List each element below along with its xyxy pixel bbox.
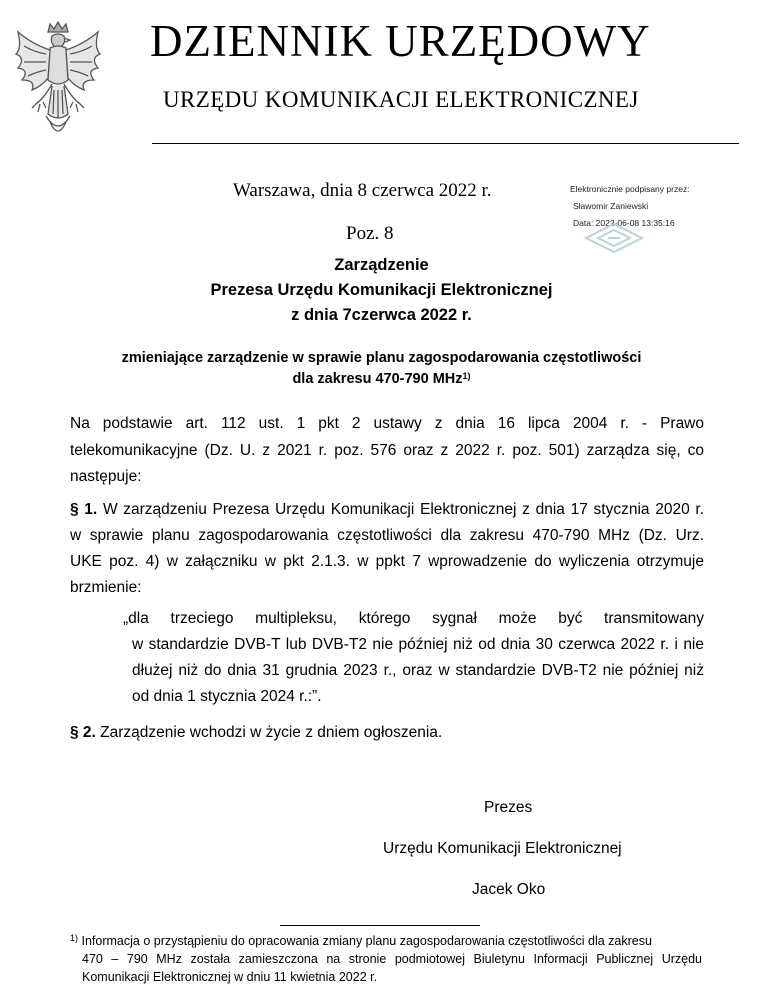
footnote-divider [280,925,480,926]
quote-line: w standardzie DVB-T lub DVB-T2 nie później niż od dnia 30 czerwca 2022 r. i nie [132,636,704,653]
section-2 [70,722,442,744]
position-number: Poz. 8 [346,223,394,244]
signature-stamp-icon [584,222,644,254]
section-1-line: w sprawie planu zagospodarowania częstotliwości dla zakresu 470-790 MHz (Dz. Urz. [70,527,704,544]
signature-signer: Sławomir Zaniewski [573,201,649,211]
footnote-marker: 1) [70,933,79,943]
document-type: Zarządzenie [334,256,429,274]
signatory-role: Prezes [484,799,533,816]
signature-label: Elektronicznie podpisany przez: [570,184,690,194]
footnote-line: 470 – 790 MHz została zamieszczona na stronie podmiotowej Biuletynu Informacji Publicznej Urzędu [82,952,702,966]
document-subject: zmieniające zarządzenie w sprawie planu zagospodarowania częstotliwości [121,350,642,366]
quote-line: dłużej niż do dnia 31 grudnia 2023 r., oraz w standardzie DVB-T2 nie później niż [132,662,704,679]
document-date: z dnia 7czerwca 2022 r. [291,306,472,324]
place-date: Warszawa, dnia 8 czerwca 2022 r. [233,180,492,201]
document-subject-line2 [0,369,763,389]
footnote-reference: 1) [462,371,471,381]
footnote-line: Komunikacji Elektronicznej w dniu 11 kwietnia 2022 r. [82,970,378,984]
subject-text: dla zakresu 470-790 MHz [292,371,463,387]
signature-date: Data: 2022-06-08 13:35:16 [573,218,675,228]
intro-line: następuje: [70,468,142,485]
footnote-text: Informacja o przystąpieniu do opracowania zmiany planu zagospodarowania częstotliwości dla zakresu [81,934,652,948]
section-2-text: Zarządzenie wchodzi w życie z dniem ogłoszenia. [100,724,443,741]
header-divider [152,143,739,144]
signatory-name: Jacek Oko [472,881,546,898]
quote-line: od dnia 1 stycznia 2024 r.:”. [132,688,322,705]
electronic-signature [570,183,750,253]
signatory-office: Urzędu Komunikacji Elektronicznej [383,840,622,857]
intro-line: telekomunikacyjne (Dz. U. z 2021 r. poz. 576 oraz z 2022 r. poz. 501) zarządza się, co [70,442,704,459]
section-1-text: W zarządzeniu Prezesa Urzędu Komunikacji Elektronicznej z dnia 17 stycznia 2020 r. [102,501,705,518]
footnote-line [70,932,652,950]
document-issuer: Prezesa Urzędu Komunikacji Elektronicznej [210,281,553,299]
section-2-label: § 2. [70,724,96,741]
section-1-label: § 1. [70,501,98,518]
section-1-line: UKE poz. 4) w załączniku w pkt 2.1.3. w ppkt 7 wprowadzenie do wyliczenia otrzymuje [70,553,704,570]
intro-line: Na podstawie art. 112 ust. 1 pkt 2 ustawy z dnia 16 lipca 2004 r. - Prawo [70,415,704,432]
journal-title: DZIENNIK URZĘDOWY [150,16,651,66]
polish-eagle-icon [8,18,108,146]
journal-subtitle: URZĘDU KOMUNIKACJI ELEKTRONICZNEJ [163,87,639,112]
section-1-line: brzmienie: [70,579,142,596]
quote-line: „dla trzeciego multipleksu, którego sygnał może być transmitowany [123,610,704,627]
section-1-first-line [70,499,704,521]
